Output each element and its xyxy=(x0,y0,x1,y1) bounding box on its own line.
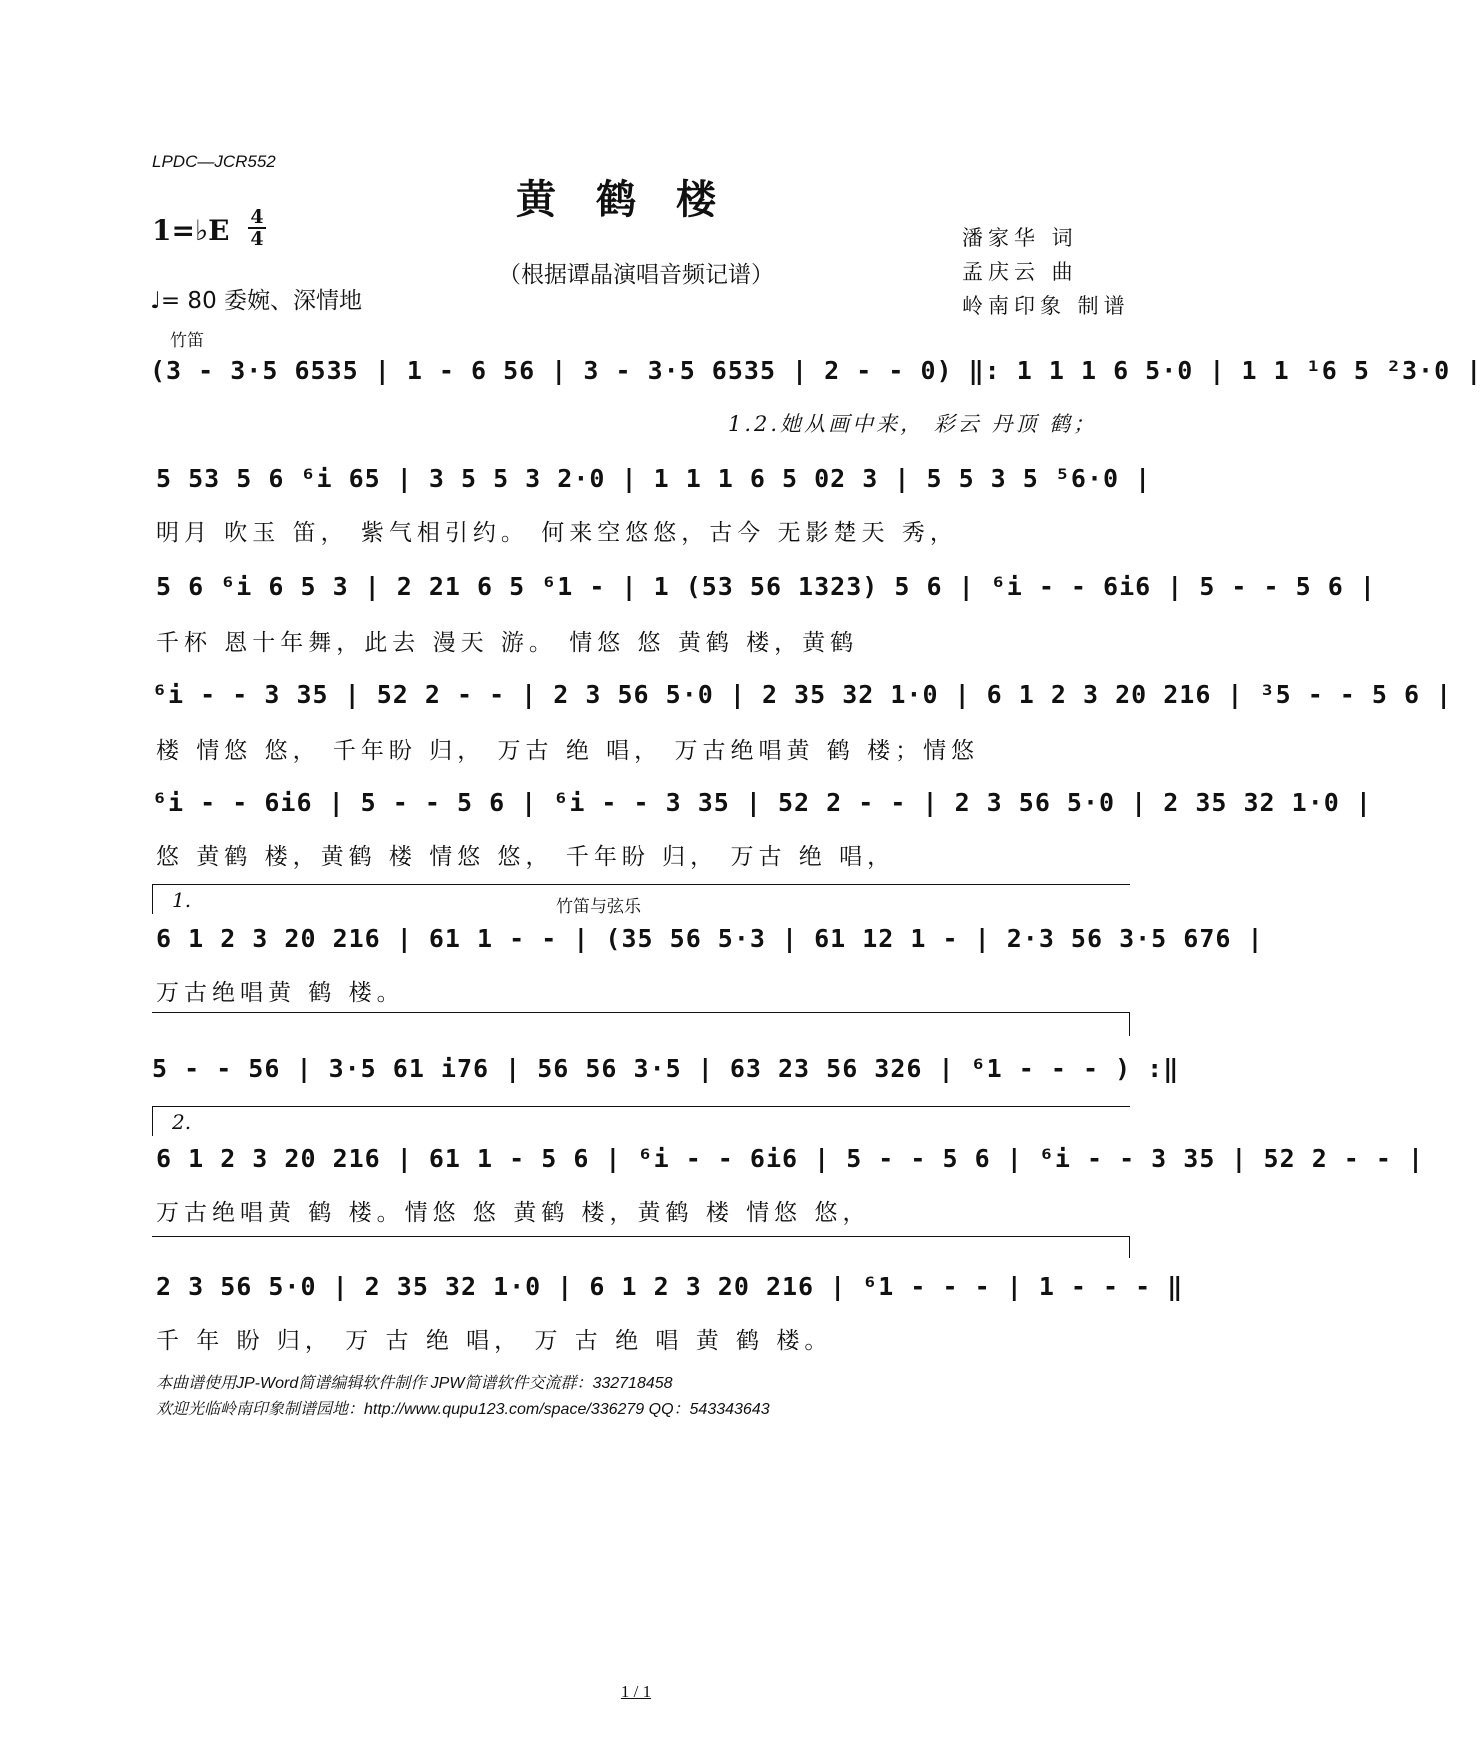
volta-bracket-2-end xyxy=(152,1236,1130,1237)
footer-line-2: 欢迎光临岭南印象制谱园地：http://www.qupu123.com/space/336279 QQ：543343643 xyxy=(156,1401,770,1418)
time-signature-bottom: 4 xyxy=(250,228,264,250)
notation-line: ⁶i - - 3 35 | 52 2 - - | 2 3 56 5·0 | 2 35 32 1·0 | 6 1 2 3 20 216 | ³5 - - 5 6 | xyxy=(152,680,1453,709)
volta-bracket-end xyxy=(152,1012,1130,1013)
lyrics-line: 楼 情悠 悠， 千年盼 归， 万古 绝 唱， 万古绝唱黄 鹤 楼；情悠 xyxy=(156,738,980,764)
lyricist-credit: 潘家华 词 xyxy=(962,226,1078,250)
page-number xyxy=(0,1682,1272,1702)
lyrics-line: 悠 黄鹤 楼，黄鹤 楼 情悠 悠， 千年盼 归， 万古 绝 唱， xyxy=(156,844,896,870)
volta-bracket-end-stem xyxy=(1129,1012,1130,1036)
volta-bracket-1 xyxy=(152,884,1130,885)
score-code: LPDC—JCR552 xyxy=(152,152,276,171)
volta-bracket-2-end-stem xyxy=(1129,1236,1130,1258)
footer-line-1: 本曲谱使用JP-Word简谱编辑软件制作 JPW简谱软件交流群：332718458 xyxy=(156,1375,673,1392)
lyrics-line: 千 年 盼 归， 万 古 绝 唱， 万 古 绝 唱 黄 鹤 楼。 xyxy=(156,1328,833,1354)
lyrics-line: 明月 吹玉 笛， 紫气相引约。 何来空悠悠，古今 无影楚天 秀， xyxy=(156,520,958,546)
notation-line: 6 1 2 3 20 216 | 61 1 - - | (35 56 5·3 | 61 12 1 - | 2·3 56 3·5 676 | xyxy=(156,924,1264,953)
tempo-marking: ♩= 80 委婉、深情地 xyxy=(150,288,363,314)
notation-line: (3 - 3·5 6535 | 1 - 6 56 | 3 - 3·5 6535 | 2 - - 0) ‖: 1 1 1 6 5·0 | 1 1 ¹6 5 ²3·0 | xyxy=(150,356,1482,385)
volta-bracket-1-stem xyxy=(152,884,153,914)
arranger-credit: 岭南印象 制谱 xyxy=(962,294,1130,318)
instrument-label: 竹笛与弦乐 xyxy=(556,897,641,917)
instrument-label: 竹笛 xyxy=(170,331,204,351)
composer-credit: 孟庆云 曲 xyxy=(962,260,1078,284)
lyrics-line: 1.2.她从画中来， 彩云 丹顶 鹤； xyxy=(728,412,1098,436)
notation-line: ⁶i - - 6i6 | 5 - - 5 6 | ⁶i - - 3 35 | 52 2 - - | 2 3 56 5·0 | 2 35 32 1·0 | xyxy=(152,788,1372,817)
key-signature: 1=♭E xyxy=(152,214,230,247)
lyrics-line: 千杯 恩十年舞，此去 漫天 游。 情悠 悠 黄鹤 楼，黄鹤 xyxy=(156,630,859,656)
time-signature-top: 4 xyxy=(250,206,264,228)
song-title: 黄鹤楼 xyxy=(516,176,756,223)
time-signature xyxy=(248,207,266,249)
subtitle: （根据谭晶演唱音频记谱） xyxy=(498,262,774,288)
notation-line: 5 6 ⁶i 6 5 3 | 2 21 6 5 ⁶1 - | 1 (53 56 1323) 5 6 | ⁶i - - 6i6 | 5 - - 5 6 | xyxy=(156,572,1376,601)
notation-line: 5 - - 56 | 3·5 61 i76 | 56 56 3·5 | 63 23 56 326 | ⁶1 - - - ) :‖ xyxy=(152,1054,1180,1083)
lyrics-line: 万古绝唱黄 鹤 楼。 xyxy=(156,980,405,1006)
volta-bracket-2-stem xyxy=(152,1106,153,1136)
lyrics-line: 万古绝唱黄 鹤 楼。情悠 悠 黄鹤 楼，黄鹤 楼 情悠 悠， xyxy=(156,1200,871,1226)
volta-bracket-2 xyxy=(152,1106,1130,1107)
notation-line: 2 3 56 5·0 | 2 35 32 1·0 | 6 1 2 3 20 216 | ⁶1 - - - | 1 - - - ‖ xyxy=(156,1272,1184,1301)
volta-label-1: 1. xyxy=(172,888,192,912)
notation-line: 6 1 2 3 20 216 | 61 1 - 5 6 | ⁶i - - 6i6 | 5 - - 5 6 | ⁶i - - 3 35 | 52 2 - - | xyxy=(156,1144,1425,1173)
notation-line: 5 53 5 6 ⁶i 65 | 3 5 5 3 2·0 | 1 1 1 6 5 02 3 | 5 5 3 5 ⁵6·0 | xyxy=(156,464,1152,493)
volta-label-2: 2. xyxy=(172,1110,192,1134)
page-number-text: 1 / 1 xyxy=(620,1682,652,1701)
